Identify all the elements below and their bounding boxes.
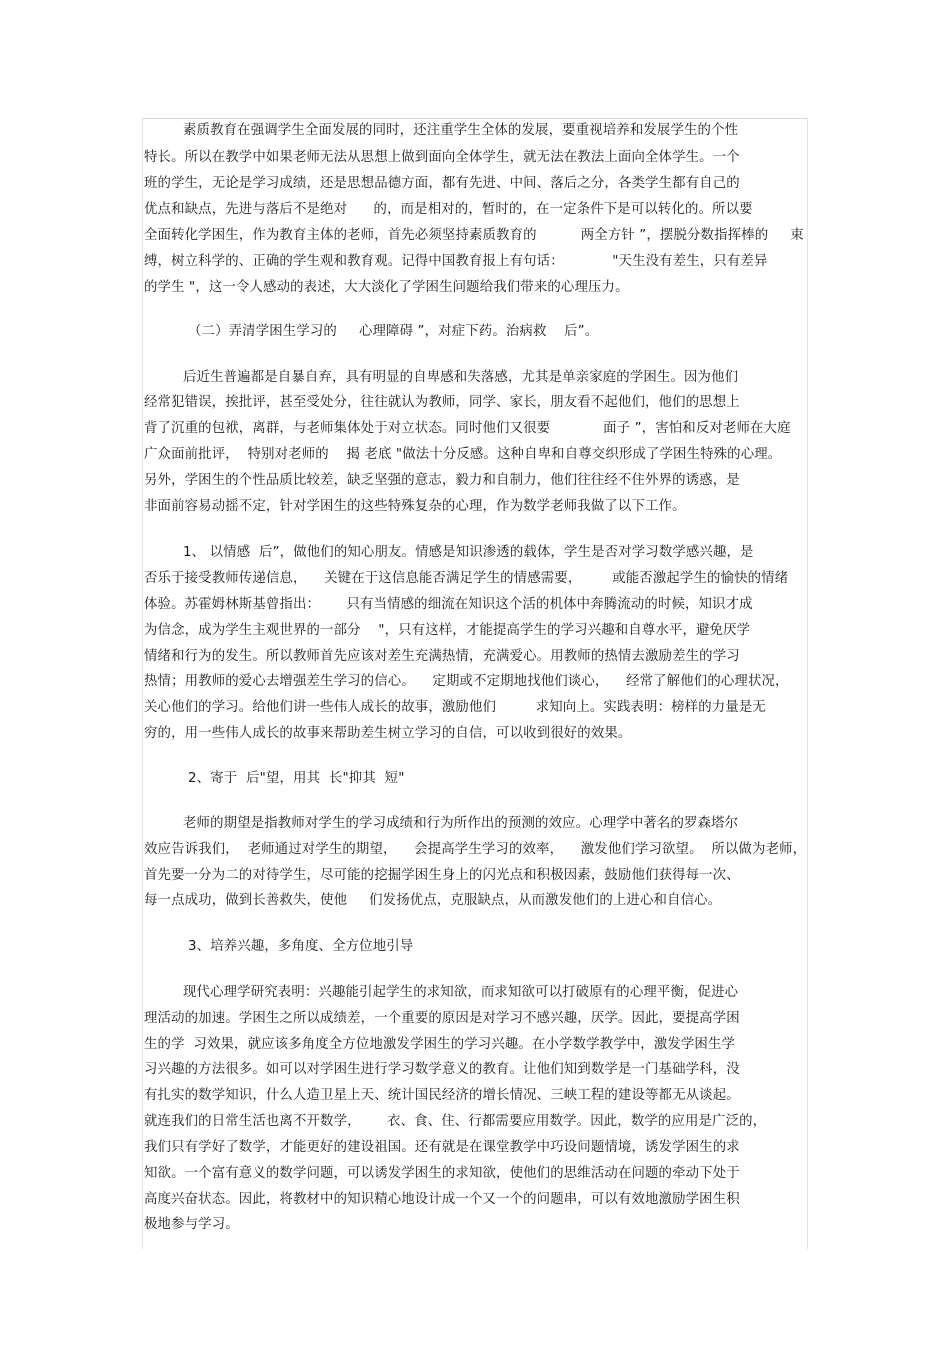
text-line: 否乐于接受教师传递信息， 关键在于这信息能否满足学生的情感需要， 或能否激起学生的愉快的情绪 (144, 571, 789, 586)
text-line: 现代心理学研究表明：兴趣能引起学生的求知欲，而求知欲可以打破原有的心理平衡，促进心 (183, 985, 739, 1000)
text-line: 为信念，成为学生主观世界的一部分 "，只有这样，才能提高学生的学习兴趣和自尊水平，避免厌学 (144, 623, 751, 638)
section-heading: （二）弄清学困生学习的 心理障碍 ”，对症下药。治病救 后”。 (188, 324, 599, 339)
text-line: 背了沉重的包袱，离群，与老师集体处于对立状态。同时他们又很要 面子 ”，害怕和反对老师在大庭 (144, 421, 791, 436)
text-line: 班的学生，无论是学习成绩，还是思想品德方面，都有先进、中间、落后之分，各类学生都有自己的 (144, 176, 740, 191)
text-line: 每一点成功，做到长善救失，使他 们发扬优点，克服缺点，从而激发他们的上进心和自信心。 (144, 893, 722, 908)
text-line: 特长。所以在教学中如果老师无法从思想上做到面向全体学生，就无法在教法上面向全体学生。一个 (144, 150, 740, 165)
text-line: 情绪和行为的发生。所以教师首先应该对差生充满热情，充满爱心。用教师的热情去激励差生的学习 (144, 649, 740, 664)
text-line: 穷的，用一些伟人成长的故事来帮助差生树立学习的自信，可以收到很好的效果。 (144, 726, 632, 741)
text-line: 优点和缺点，先进与落后不是绝对 的，而是相对的，暂时的，在一定条件下是可以转化的。所以要 (144, 202, 753, 217)
text-line: 就连我们的日常生活也离不开数学， 衣、食、住、行都需要应用数学。因此，数学的应用是广泛的， (144, 1114, 767, 1129)
text-line: 经常犯错误，挨批评，甚至受处分，往往就认为教师，同学、家长，朋友看不起他们，他们的思想上 (144, 395, 740, 410)
text-line: 高度兴奋状态。因此，将教材中的知识精心地设计成一个又一个的问题串，可以有效地激励学困生积 (144, 1192, 740, 1207)
point-heading: 1、 以情感 后”，做他们的知心朋友。情感是知识渗透的载体，学生是否对学习数学感兴趣，是 (183, 545, 754, 560)
text-line: 全面转化学困生，作为教育主体的老师，首先必须坚持素质教育的 两全方针 ”，摆脱分数指挥棒的 束 (144, 228, 804, 243)
text-line: 习兴趣的方法很多。如可以对学困生进行学习数学意义的教育。让他们知到数学是一门基础学科，没 (144, 1062, 740, 1077)
text-line: 素质教育在强调学生全面发展的同时，还注重学生全体的发展，要重视培养和发展学生的个性 (183, 123, 739, 138)
text-line: 的学生 "，这一令人感动的表述，大大淡化了学困生问题给我们带来的心理压力。 (144, 280, 629, 295)
text-line: 体验。苏霍姆林斯基曾指出： 只有当情感的细流在知识这个活的机体中奔腾流动的时候，知识才成 (144, 597, 753, 612)
text-line: 关心他们的学习。给他们讲一些伟人成长的故事，激励他们 求知向上。实践表明：榜样的力量是无 (144, 700, 766, 715)
point-heading: 3、培养兴趣，多角度、全方位地引导 (188, 939, 414, 954)
text-line: 效应告诉我们， 老师通过对学生的期望， 会提高学生学习的效率， 激发他们学习欲望。 所以做为老师， (144, 842, 807, 857)
text-line: 缚，树立科学的、正确的学生观和教育观。记得中国教育报上有句话： "天生没有差生，只有差异 (144, 254, 768, 269)
text-line: 我们只有学好了数学，才能更好的建设祖国。还有就是在课堂教学中巧设问题情境，诱发学困生的求 (144, 1140, 740, 1155)
text-line: 知欲。一个富有意义的数学问题，可以诱发学困生的求知欲，使他们的思维活动在问题的牵动下处于 (144, 1166, 740, 1181)
text-line: 非面前容易动摇不定，针对学困生的这些特殊复杂的心理，作为数学老师我做了以下工作。 (144, 499, 686, 514)
text-line: 首先要一分为二的对待学生，尽可能的挖掘学困生身上的闪光点和积极因素，鼓励他们获得每一次、 (144, 868, 740, 883)
point-heading: 2、寄于 后"望，用其 长"抑其 短" (188, 771, 405, 786)
text-line: 广众面前批评， 特别对老师的 揭 老底 "做法十分反感。这种自卑和自尊交织形成了学困生特殊的心理。 (144, 447, 782, 462)
text-line: 极地参与学习。 (144, 1217, 239, 1232)
text-line: 有扎实的数学知识，什么人造卫星上天、统计国民经济的增长情况、三峡工程的建设等都无从谈起。 (144, 1088, 740, 1103)
text-line: 另外，学困生的个性品质比较差，缺乏坚强的意志，毅力和自制力，他们往往经不住外界的诱惑，是 (144, 473, 740, 488)
text-line: 生的学 习效果，就应该多角度全方位地激发学困生的学习兴趣。在小学数学教学中，激发学困生学 (144, 1037, 736, 1052)
text-line: 理活动的加速。学困生之所以成绩差，一个重要的原因是对学习不感兴趣，厌学。因此，要提高学困 (144, 1011, 740, 1026)
text-line: 老师的期望是指教师对学生的学习成绩和行为所作出的预测的效应。心理学中著名的罗森塔尔 (183, 816, 739, 831)
text-line: 后近生普遍都是自暴自弃，具有明显的自卑感和失落感，尤其是单亲家庭的学困生。因为他们 (183, 370, 739, 385)
text-line: 热情；用教师的爱心去增强差生学习的信心。 定期或不定期地找他们谈心， 经常了解他们的心理状况， (144, 674, 789, 689)
